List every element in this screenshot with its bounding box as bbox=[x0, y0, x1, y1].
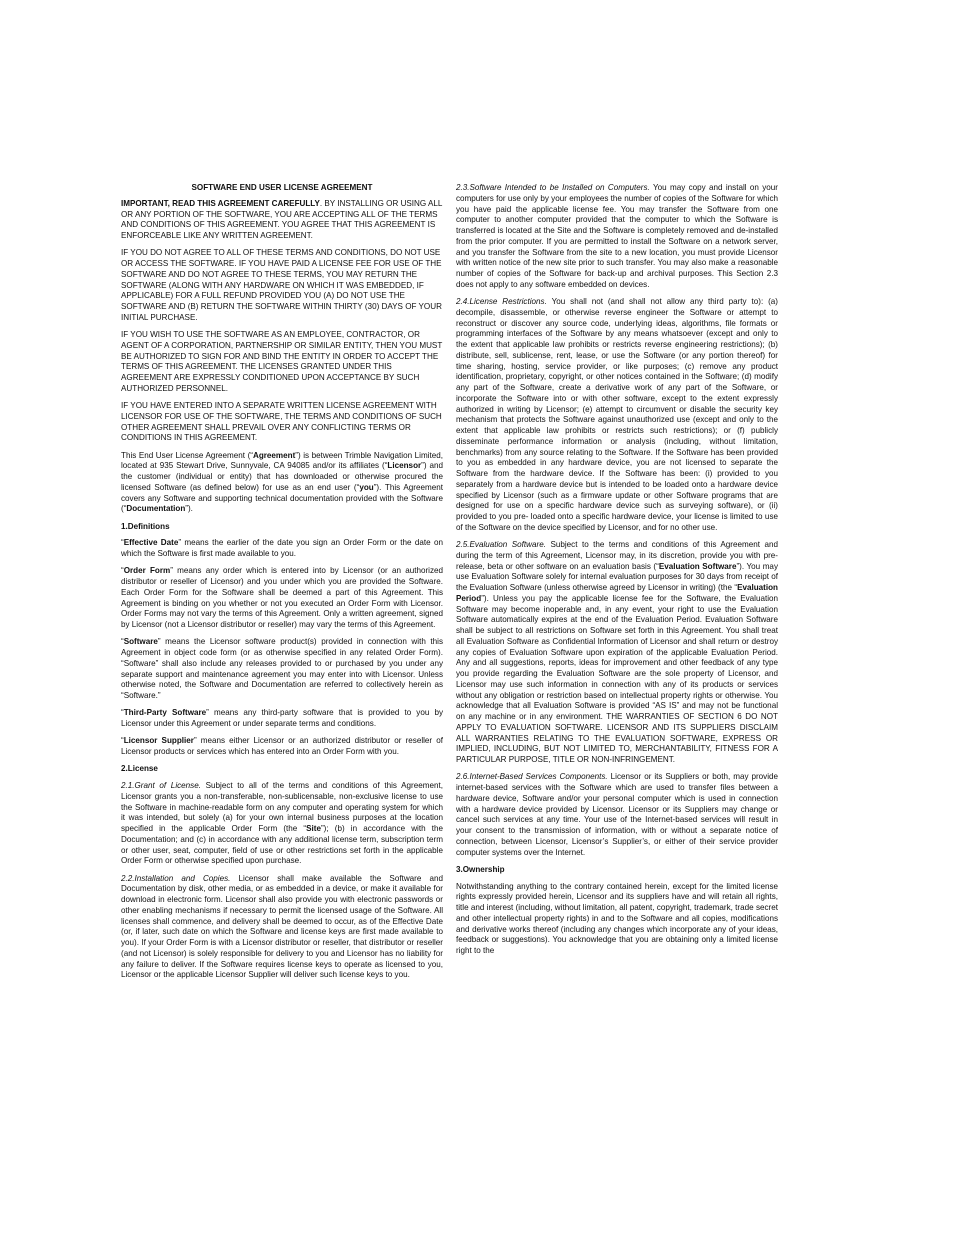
document-title: SOFTWARE END USER LICENSE AGREEMENT bbox=[191, 183, 373, 192]
section-2-1: 2.1.Grant of License. Subject to all of the terms and conditions of this Agreement, Licensor grants you a non-transferable, non-sublicensable, non-exclusive license to use the Software in machine-readable form on any computer and operating system for which it was intended, but solely (a) for your own internal business purposes at the location specified in the applicable Order Form (the “Site”); (b) in accordance with the Documentation; and (c) in accordance with any additional license term, subscription term or other user, seat, computer, field of use or other restrictions set forth in the applicable Order Form or otherwise specified upon purchase. bbox=[121, 781, 443, 866]
license-heading: 2.License bbox=[121, 764, 158, 774]
intro-paragraph: This End User License Agreement (“Agreement”) is between Trimble Navigation Limited, located at 935 Stewart Drive, Sunnyvale, CA 94085 and/or its affiliates (“Licensor”) and the customer (individual or entity) that has downloaded or otherwise procured the licensed Software (as defined below) for use as an end user (“you”). This Agreement covers any Software and supporting technical documentation provided with the Software (“Documentation”). bbox=[121, 450, 443, 514]
section-2-4: 2.4.License Restrictions. You shall not (and shall not allow any third party to): (a) decompile, disassemble, or otherwise reverse engineer the Software or attempt to reconstruct or discover any source code, underlying ideas, algorithms, file formats or programming interfaces of the Software by any means whatsoever (except and only to the extent that applicable law prohibits or restricts reverse engineering restrictions); (b) distribute, sell, sublicense, rent, lease, or use the Software (or any portion thereof) for time sharing, hosting, service provider, or like purposes; (c) remove any product identification, proprietary, copyright, or other notices contained in the Software; (d) modify any part of the Software, create a derivative work of any part of the Software, or incorporate the Software into or with other software, except to the extent expressly authorized in writing by Licensor; (e) attempt to circumvent or disable the security key mechanism that protects the Software against unauthorized use (except and only to the extent that applicable law prohibits or restricts such restrictions); or (f) publicly disseminate performance information or analysis (including, without limitation, benchmarks) from any source relating to the Software. If the Software has been provided to you as embedded in any hardware device, you are not licensed to separate the Software from the hardware device. If the Software has been: (i) provided to you separately from a hardware device but is intended to be loaded onto a hardware device specified by Licensor (such as a firmware update or other Software programs that are designed for use on a specific hardware device such as surveying software), or (ii) provided to you pre- loaded onto a specific hardware device, your license is limited to use of the Software on the device specified by Licensor, and for no other use. bbox=[456, 297, 778, 532]
section-2-6: 2.6.Internet-Based Services Components. Licensor or its Suppliers or both, may provide internet-based services with the Software which are used to transfer files between a hardware device, Software and/or your personal computer which is used in connection with a hardware device provided by Licensor. Licensor or its Suppliers may change or cancel such services at any time. Your use of the Internet-based services will result in your consent to the transmission of information, with or without a separate notice of connection, between Licensor, Licensor’s Supplier’s, or either of their service provider computer systems over the Internet. bbox=[456, 772, 778, 857]
ownership-paragraph: Notwithstanding anything to the contrary contained herein, except for the limited license rights expressly provided herein, Licensor and its suppliers have and will retain all rights, title and interest (including, without limitation, all patent, copyright, trademark, trade secret and other intellectual property rights) in and to the Software and all copies, modifications and derivative works thereof (including any changes which incorporate any of your ideas, feedback or suggestions). You acknowledge that you are obtaining only a limited license right to the bbox=[456, 881, 778, 955]
definition-licensor-supplier: “Licensor Supplier” means either Licensor or an authorized distributor or reseller of Licensor products or services which has entered into an Order Form with you. bbox=[121, 736, 443, 756]
separate-agreement-paragraph: IF YOU HAVE ENTERED INTO A SEPARATE WRITTEN LICENSE AGREEMENT WITH LICENSOR FOR USE OF THE SOFTWARE, THE TERMS AND CONDITIONS OF SUCH OTHER AGREEMENT SHALL PREVAIL OVER ANY CONFLICTING TERMS OR CONDITIONS IN THIS AGREEMENT. bbox=[121, 401, 442, 443]
definition-third-party-software: “Third-Party Software” means any third-party software that is provided to you by Licensor under this Agreement or under separate terms and conditions. bbox=[121, 708, 443, 728]
definitions-heading: 1.Definitions bbox=[121, 521, 170, 531]
right-column bbox=[456, 183, 778, 963]
section-2-5: 2.5.Evaluation Software. Subject to the terms and conditions of this Agreement and during the term of this Agreement, Licensor may, in its discretion, provide you with pre-release, beta or other software on an evaluation basis (“Evaluation Software”). You may use Evaluation Software solely for internal evaluation purposes for 30 days from receipt of the Evaluation Software (unless otherwise agreed by Licensor in writing) (the “Evaluation Period”). Unless you pay the applicable license fee for the Software, the Evaluation Software may become inoperable and, in any event, your right to use the Evaluation Software automatically expires at the end of the Evaluation Period. Evaluation Software shall be subject to all restrictions on Software set forth in this Agreement. You shall treat all Evaluation Software as Confidential Information of Licensor and shall return or destroy any copies of Evaluation Software upon expiration of the applicable Evaluation Period. Any and all suggestions, reports, ideas for improvement and other feedback of any type you provide regarding the Evaluation Software are the sole property of Licensor, and Licensor may use such information in connection with any of its products or services without any obligation or restriction based on intellectual property rights or otherwise. You acknowledge that all Evaluation Software is provided “AS IS” and may not be functional on any machine or in any environment. THE WARRANTIES OF SECTION 6 DO NOT APPLY TO EVALUATION SOFTWARE. LICENSOR AND ITS SUPPLIERS DISCLAIM ALL WARRANTIES RELATING TO THE EVALUATION SOFTWARE, EXPRESS OR IMPLIED, INCLUDING, BUT NOT LIMITED TO, MERCHANTABILITY, FITNESS FOR A PARTICULAR PURPOSE, TITLE OR NON-INFRINGEMENT. bbox=[456, 540, 778, 764]
section-2-3: 2.3.Software Intended to be Installed on Computers. You may copy and install on your computers for use only by your employees the number of copies of the Software for which you have paid the applicable license fee. You may transfer the Software from one computer to another computer provided that the computer to which the Software is transferred is located at the Site and the Software is completely removed and de-installed from the prior computer. If you are permitted to install the Software on a network server, and you transfer the Software from the site to a new location, you must provide Licensor with written notice of the new site prior to such transfer. You may also make a reasonable number of copies of the Software for back-up and archival purposes. This Section 2.3 does not apply to any software embedded on devices. bbox=[456, 183, 778, 289]
left-column bbox=[121, 183, 443, 988]
section-2-2: 2.2.Installation and Copies. Licensor shall make available the Software and Documentation by disk, other media, or as embedded in a device, or make it available for download in electronic form. Licensor shall also provide you with electronic passwords or other enabling mechanisms if necessary to permit the licensed usage of the Software. All licenses shall commence, and delivery shall be deemed to occur, as of the Effective Date (or, if later, such date on which the Software and license keys are first made available to you). If your Order Form is with a Licensor distributor or reseller, that distributor or reseller (and not Licensor) is solely responsible for delivery to you and Licensor has no liability for any failure to deliver. If the Software requires license keys to operate as licensed to you, Licensor or the applicable Licensor Supplier will deliver such license keys to you. bbox=[121, 873, 443, 980]
employee-paragraph: IF YOU WISH TO USE THE SOFTWARE AS AN EMPLOYEE, CONTRACTOR, OR AGENT OF A CORPORATION, PARTNERSHIP OR SIMILAR ENTITY, THEN YOU MUST BE AUTHORIZED TO SIGN FOR AND BIND THE ENTITY IN ORDER TO ACCEPT THE TERMS OF THIS AGREEMENT. THE LICENSES GRANTED UNDER THIS AGREEMENT ARE EXPRESSLY CONDITIONED UPON ACCEPTANCE BY SUCH AUTHORIZED PERSONNEL. bbox=[121, 330, 443, 393]
definition-effective-date: “Effective Date” means the earlier of the date you sign an Order Form or the date on which the Software is first made available to you. bbox=[121, 538, 443, 558]
definition-order-form: “Order Form” means any order which is entered into by Licensor (or an authorized distributor or reseller of Licensor) and you under which you are provided the Software. Each Order Form for the Software shall be deemed a part of this Agreement. This Agreement is binding on you whether or not you executed an Order Form with Licensor. Order Forms may not vary the terms of this Agreement. Only a written agreement, signed by Licensor (not a Licensor distributor or reseller) may vary the terms of this Agreement. bbox=[121, 566, 443, 629]
important-lead: IMPORTANT, READ THIS AGREEMENT CAREFULLY bbox=[121, 198, 320, 208]
not-agree-paragraph: IF YOU DO NOT AGREE TO ALL OF THESE TERMS AND CONDITIONS, DO NOT USE OR ACCESS THE SOFTWARE. IF YOU HAVE PAID A LICENSE FEE FOR USE OF THE SOFTWARE AND DO NOT AGREE TO THESE TERMS, YOU MAY RETURN THE SOFTWARE (ALONG WITH ANY HARDWARE ON WHICH IT WAS EMBEDDED, IF APPLICABLE) FOR A FULL REFUND PROVIDED YOU (A) DO NOT USE THE SOFTWARE AND (B) RETURN THE SOFTWARE WITHIN THIRTY (30) DAYS OF YOUR INITIAL PURCHASE. bbox=[121, 248, 442, 322]
important-paragraph: IMPORTANT, READ THIS AGREEMENT CAREFULLY. BY INSTALLING OR USING ALL OR ANY PORTION OF THE SOFTWARE, YOU ARE ACCEPTING ALL OF THE TERMS AND CONDITIONS OF THIS AGREEMENT. YOU AGREE THAT THIS AGREEMENT IS ENFORCEABLE LIKE ANY WRITTEN AGREEMENT. bbox=[121, 198, 443, 240]
definition-software: “Software” means the Licensor software product(s) provided in connection with this Agreement in object code form (or as otherwise specified in any related Order Form). “Software” shall also include any releases provided to or purchased by you under any separate support and maintenance agreement you may enter into with Licensor. Unless otherwise noted, the Software and Documentation are referred to collectively herein as “Software.” bbox=[121, 637, 443, 700]
ownership-heading: 3.Ownership bbox=[456, 864, 505, 874]
